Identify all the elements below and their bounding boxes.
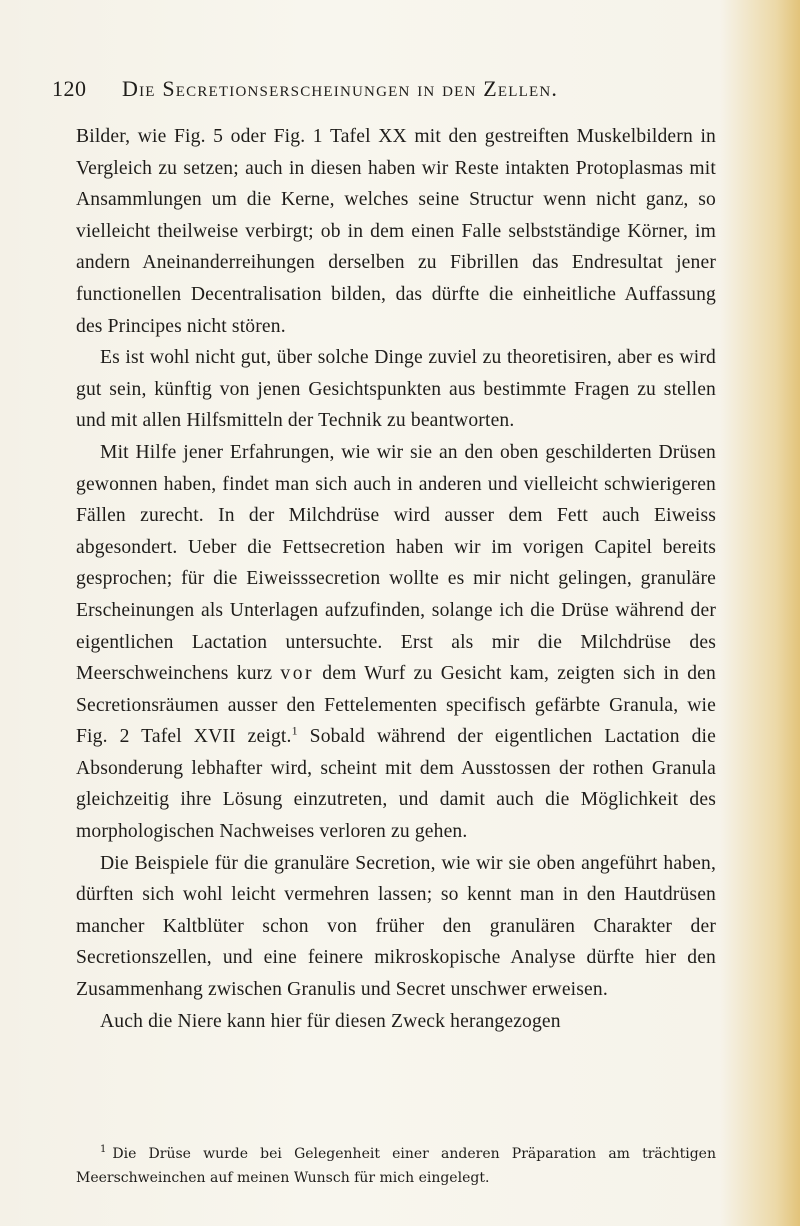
paragraph-1: Bilder, wie Fig. 5 oder Fig. 1 Tafel XX mit den gestreiften Muskelbildern in Vergleich zu setzen; auch in diesen haben wir Reste intakten Protoplasmas mit Ansammlungen um die Kerne, welches seine Structur wenn nicht ganz, so vielleicht theilweise verbirgt; ob in dem einen Falle selbstständige Körner, im andern Aneinanderreihungen derselben zu Fibrillen das Endresultat jener functionellen Decentralisation bilden, das dürfte die einheitliche Auffassung des Principes nicht stören.: [76, 126, 716, 337]
paragraph-5: Auch die Niere kann hier für diesen Zweck herangezogen: [100, 1010, 561, 1032]
paragraph-3: [76, 437, 716, 848]
paragraph-4: Die Beispiele für die granuläre Secretion, wie wir sie oben angeführt haben, dürften sich wohl leicht vermehren lassen; so kennt man in den Hautdrüsen mancher Kaltblüter schon von früher den granulären Charakter der Secretionszellen, und eine feinere mikroskopische Analyse dürfte hier den Zusammenhang zwischen Granulis und Secret unschwer erweisen.: [76, 852, 716, 1001]
paragraph-3-part-c: Sobald während der eigentlichen Lactation die Absonderung lebhafter wird, scheint mit dem Ausstossen der rothen Granula gleichzeitig ihre Lösung einzutreten, und damit auch die Möglichkeit des morphologischen Nachweises verloren zu gehen.: [76, 726, 716, 843]
paragraph-2: Es ist wohl nicht gut, über solche Dinge zuviel zu theoretisiren, aber es wird gut sein, künftig von jenen Gesichtspunkten aus bestimmte Fragen zu stellen und mit allen Hilfsmitteln der Technik zu beantworten.: [76, 347, 716, 432]
spaced-word-vor: vor: [280, 663, 315, 685]
footnote-text: Die Drüse wurde bei Gelegenheit einer anderen Präparation am trächtigen Meerschweinchen auf meinen Wunsch für mich eingelegt.: [76, 1146, 716, 1186]
running-title: Die Secretionserscheinungen in den Zellen.: [122, 76, 559, 101]
footnote: [76, 1142, 716, 1190]
footnote-marker[interactable]: 1: [291, 723, 298, 738]
page-number: 120: [52, 76, 87, 101]
page-header: [52, 76, 752, 102]
footnote-number: 1: [100, 1144, 107, 1156]
paragraph-3-part-b: dem Wurf zu Gesicht kam, zeigten sich in den Secretionsräumen ausser den Fettelementen specifisch gefärbte Granula, wie Fig. 2 Tafel XVII zeigt.: [76, 663, 716, 748]
body-text: [76, 121, 716, 1037]
paragraph-3-part-a: Mit Hilfe jener Erfahrungen, wie wir sie an den oben geschilderten Drüsen gewonnen haben, findet man sich auch in anderen und vielleicht schwierigeren Fällen zurecht. In der Milchdrüse wird ausser dem Fett auch Eiweiss abgesondert. Ueber die Fettsecretion haben wir im vorigen Capitel bereits gesprochen; für die Eiweisssecretion wollte es mir nicht gelingen, granuläre Erscheinungen als Unterlagen aufzufinden, solange ich die Drüse während der eigentlichen Lactation untersuchte. Erst als mir die Milchdrüse des Meerschweinchens kurz: [76, 441, 716, 685]
